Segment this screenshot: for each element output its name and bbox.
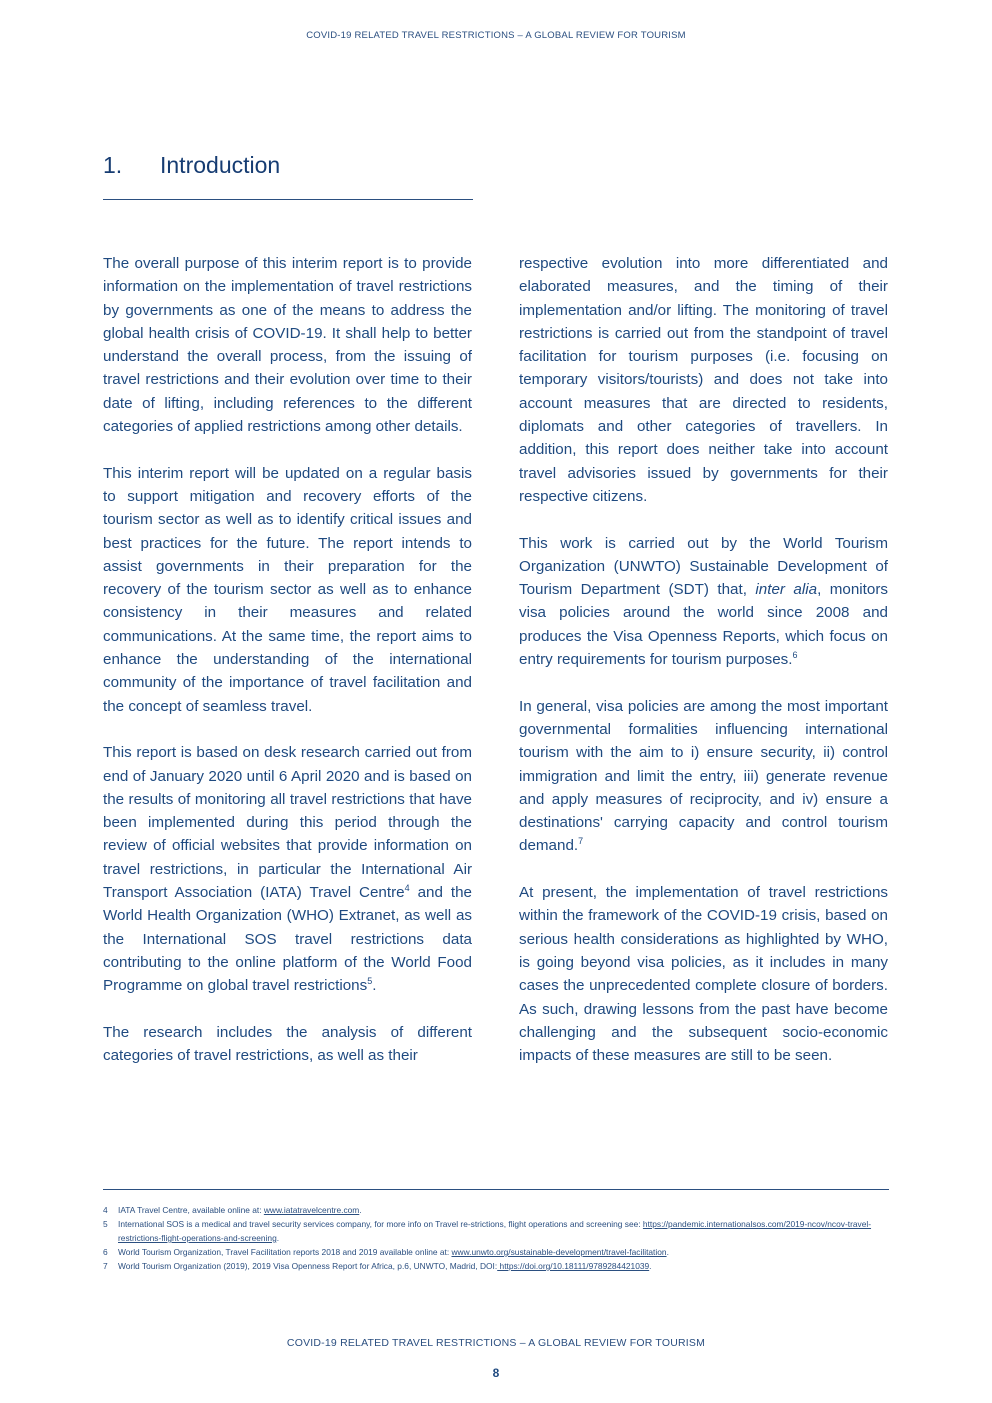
paragraph: This interim report will be updated on a regular basis to support mitigation and recovery efforts of the tourism sector as well as to identify critical issues and best practices for the future. The report intends to assist governments in their preparation for the recovery of the tourism sector as well as to enhance consistency in their measures and related communications. At the same time, the report aims to enhance the understanding of the international community of the importance of travel facilitation and the concept of seamless travel. (103, 464, 472, 715)
footnote-text (118, 1217, 889, 1245)
paragraph: The research includes the analysis of different categories of travel restrictions, as well as their (103, 1023, 472, 1065)
paragraph: At present, the implementation of travel restrictions within the framework of the COVID-19 crisis, based on serious health considerations as highlighted by WHO, is going beyond visa policies, as it includes in many cases the unprecedented complete closure of borders. As such, drawing lessons from the past have become challenging and the subsequent socio-economic impacts of these measures are still to be seen. (519, 884, 888, 1065)
footnote-link[interactable]: www.unwto.org/sustainable-development/travel-facilitation (451, 1247, 667, 1257)
right-column (519, 252, 888, 1091)
footnote-link[interactable]: https://pandemic.internationalsos.com/2019-ncov/ncov-travel-restrictions-flight-operations-and-screening (118, 1219, 872, 1243)
footnote (103, 1203, 889, 1217)
footnote-link[interactable]: https://doi.org/10.18111/9789284421039 (497, 1261, 650, 1271)
section-number: 1. (103, 152, 123, 178)
footnote-number: 6 (103, 1247, 108, 1257)
paragraph-text: This report is based on desk research carried out from end of January 2020 until 6 April 2020 and is based on the results of monitoring all travel restrictions that have been implemented during this period through the review of official websites that provide information on travel restrictions, in particular the International Air Transport Association (IATA) Travel Centre (103, 744, 472, 902)
paragraph-text: In general, visa policies are among the most important governmental formalities influencing international tourism with the aim to i) ensure security, ii) control immigration and limit the entry, iii) generate revenue and apply measures of reciprocity, and iv) ensure a destinations' carrying capacity and control tourism demand. (519, 697, 888, 855)
paragraph-text: , monitors visa policies around the world since 2008 and produces the Visa Openness Reports, which focus on entry requirements for tourism purposes. (519, 581, 888, 669)
section-title: Introduction (160, 152, 281, 178)
footnote-body: World Tourism Organization (2019), 2019 Visa Openness Report for Africa, p.6, UNWTO, Madrid, DOI: (118, 1261, 498, 1271)
footnote-body: International SOS is a medical and travel security services company, for more info on Travel re-strictions, flight operations and screening see: (118, 1219, 643, 1229)
footnote (103, 1217, 889, 1245)
footnote-body: IATA Travel Centre, available online at: (118, 1205, 264, 1215)
paragraph-text: This work is carried out by the World Tourism Organization (UNWTO) Sustainable Development of Tourism Department (SDT) that, (519, 534, 888, 599)
paragraph (103, 741, 472, 997)
footnote-link[interactable]: www.iatatravelcentre.com (263, 1205, 360, 1215)
running-header: COVID-19 RELATED TRAVEL RESTRICTIONS – A GLOBAL REVIEW FOR TOURISM (306, 30, 686, 41)
section-heading (103, 152, 473, 179)
footnote-reference[interactable]: 5 (367, 976, 373, 987)
footnote-number: 5 (103, 1219, 108, 1229)
footnote-reference[interactable]: 7 (578, 836, 584, 847)
footnotes (103, 1203, 889, 1273)
page-number: 8 (492, 1366, 500, 1380)
footnote-tail: . (666, 1247, 669, 1257)
footnote-body: World Tourism Organization, Travel Facilitation reports 2018 and 2019 available online at: (118, 1247, 452, 1257)
footnote-reference[interactable]: 6 (792, 649, 798, 660)
footnote-text (118, 1245, 889, 1259)
title-divider (103, 199, 473, 200)
footnote-number: 7 (103, 1261, 108, 1271)
paragraph-text: . (372, 977, 377, 995)
footnote-text (118, 1259, 889, 1273)
footnote-tail: . (649, 1261, 652, 1271)
footnote-reference[interactable]: 4 (404, 882, 410, 893)
footnote-tail: . (276, 1233, 280, 1243)
footnote (103, 1245, 889, 1259)
paragraph: respective evolution into more differentiated and elaborated measures, and the timing of their implementation and/or lifting. The monitoring of travel restrictions is carried out from the standpoint of travel facilitation for tourism purposes (i.e. focusing on temporary visitors/tourists) and does not take into account measures that are directed to residents, diplomats and other categories of travellers. In addition, this report does neither take into account travel advisories issued by governments for their respective citizens. (519, 255, 888, 505)
footnote-number: 4 (103, 1205, 108, 1215)
paragraph: The overall purpose of this interim report is to provide information on the implementation of travel restrictions by governments as one of the means to address the global health crisis of COVID-19. It shall help to better understand the overall process, from the issuing of travel restrictions and their evolution over time to their date of lifting, including references to the different categories of applied restrictions among other details. (103, 255, 472, 436)
paragraph-text: and the World Health Organization (WHO) Extranet, as well as the International SOS travel restrictions data contributing to the online platform of the World Food Programme on global travel restrictions (103, 884, 472, 995)
footnote (103, 1259, 889, 1273)
footnote-tail: . (359, 1205, 362, 1215)
left-column (103, 252, 472, 1091)
footnote-divider (103, 1189, 889, 1190)
running-footer: COVID-19 RELATED TRAVEL RESTRICTIONS – A GLOBAL REVIEW FOR TOURISM (286, 1337, 706, 1349)
latin-term: inter alia (755, 581, 818, 599)
footnote-text (118, 1203, 889, 1217)
paragraph (519, 532, 888, 672)
paragraph (519, 695, 888, 858)
